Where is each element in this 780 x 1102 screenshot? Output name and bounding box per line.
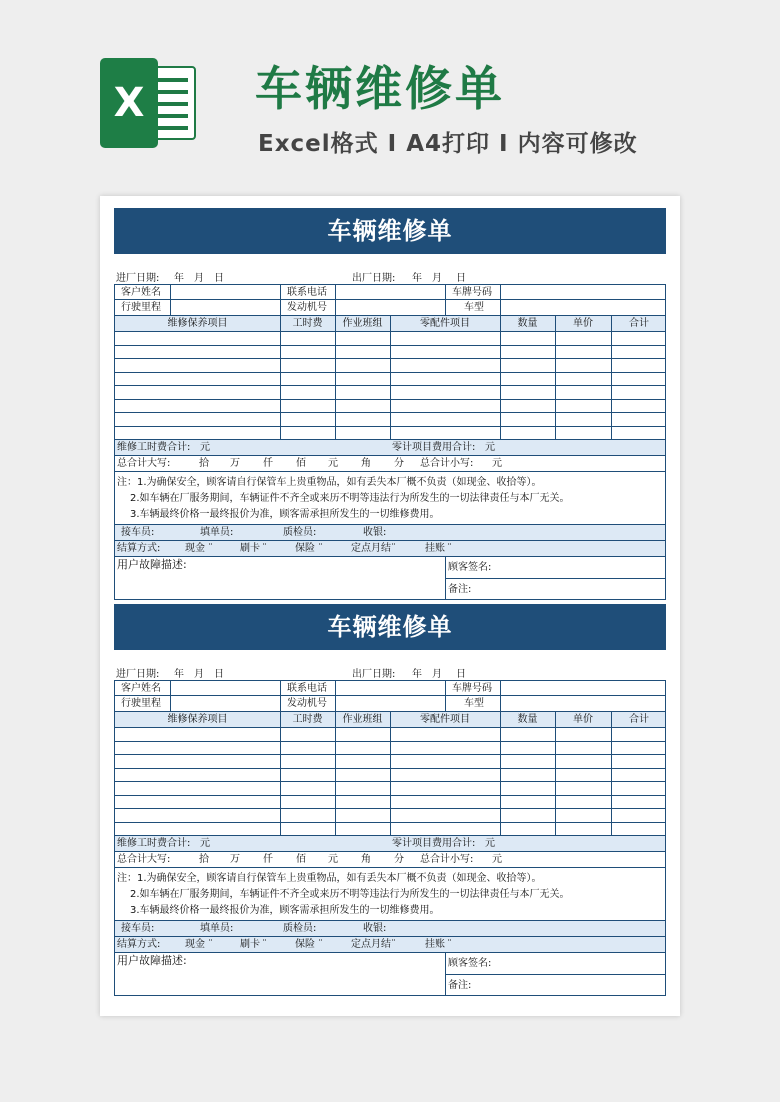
- entry-day: 日: [214, 669, 224, 680]
- exit-year: 年: [412, 669, 422, 680]
- items-header-row: [115, 316, 665, 332]
- pay-cash-checkbox[interactable]: ¨: [208, 543, 213, 554]
- table-row[interactable]: [115, 427, 665, 441]
- unit-shi: 拾: [199, 458, 209, 469]
- car-model-field[interactable]: [501, 300, 666, 315]
- staff-row: [115, 525, 665, 541]
- grand-total-row: [115, 852, 665, 868]
- pay-cash-checkbox[interactable]: ¨: [208, 939, 213, 950]
- plate-label: 车牌号码: [452, 683, 492, 694]
- fault-row: [115, 953, 665, 996]
- exit-day: 日: [456, 273, 466, 284]
- col-total-header: 合计: [629, 714, 649, 725]
- unit-shi: 拾: [199, 854, 209, 865]
- col-price-header: 单价: [573, 318, 593, 329]
- exit-month: 月: [432, 273, 442, 284]
- pay-credit-checkbox[interactable]: ¨: [447, 939, 452, 950]
- pay-monthly-option[interactable]: 定点月结: [351, 543, 391, 554]
- pay-monthly-option[interactable]: 定点月结: [351, 939, 391, 950]
- customer-sign-field[interactable]: 顾客签名:: [448, 562, 492, 573]
- filler-label: 填单员:: [200, 923, 234, 934]
- unit-wan: 万: [230, 854, 240, 865]
- table-row[interactable]: [115, 769, 665, 783]
- parts-total-label: 零计项目费用合计:: [392, 442, 476, 453]
- table-row[interactable]: [115, 742, 665, 756]
- table-row[interactable]: [115, 728, 665, 742]
- page-title: 车辆维修单: [255, 62, 505, 117]
- table-row[interactable]: [115, 796, 665, 810]
- table-row[interactable]: [115, 359, 665, 373]
- receiver-label: 接车员:: [121, 527, 155, 538]
- customer-name-field[interactable]: [171, 681, 280, 695]
- mileage-label: 行驶里程: [121, 698, 161, 709]
- phone-label: 联系电话: [287, 287, 327, 298]
- date-row: [114, 650, 666, 680]
- entry-date-label: 进厂日期:: [116, 273, 160, 284]
- settle-label: 结算方式:: [117, 939, 161, 950]
- pay-insurance-option[interactable]: 保险: [295, 543, 315, 554]
- unit-wan: 万: [230, 458, 240, 469]
- col-qty-header: 数量: [517, 714, 538, 725]
- car-model-field[interactable]: [501, 696, 666, 711]
- customer-row: [115, 680, 665, 696]
- notes-row: [115, 868, 665, 921]
- remarks-field[interactable]: 备注:: [448, 584, 472, 595]
- grand-total-lower-label: 总合计小写:: [420, 854, 474, 865]
- exit-date-label: 出厂日期:: [352, 273, 396, 284]
- settlement-row: [115, 937, 665, 953]
- col-price-header: 单价: [573, 714, 593, 725]
- exit-year: 年: [412, 273, 422, 284]
- customer-name-label: 客户姓名: [121, 287, 161, 298]
- unit-bai: 佰: [296, 458, 306, 469]
- table-row[interactable]: [115, 413, 665, 427]
- header: [0, 0, 780, 190]
- table-row[interactable]: [115, 346, 665, 360]
- grand-total-upper-label: 总合计大写:: [117, 854, 171, 865]
- excel-logo-letter: X: [100, 58, 158, 148]
- unit-yuan: 元: [328, 458, 338, 469]
- mileage-label: 行驶里程: [121, 302, 161, 313]
- cashier-label: 收银:: [363, 527, 387, 538]
- table-row[interactable]: [115, 809, 665, 823]
- table-row[interactable]: [115, 823, 665, 837]
- note-3: 3.车辆最终价格一最终报价为准，顾客需承担所发生的一切维修费用。: [130, 905, 440, 916]
- pay-monthly-checkbox[interactable]: ¨: [391, 939, 396, 950]
- pay-cash-option[interactable]: 现金: [185, 939, 205, 950]
- grand-total-row: [115, 456, 665, 472]
- pay-credit-checkbox[interactable]: ¨: [447, 543, 452, 554]
- pay-credit-option[interactable]: 挂账: [425, 939, 445, 950]
- note-2: 2.如车辆在厂服务期间，车辆证件不齐全或来历不明等违法行为所发生的一切法律责任与本厂无关。: [130, 889, 570, 900]
- unit-qian: 仟: [263, 458, 273, 469]
- customer-sign-field[interactable]: 顾客签名:: [448, 958, 492, 969]
- exit-date-label: 出厂日期:: [352, 669, 396, 680]
- subtotal-row: [115, 440, 665, 456]
- pay-credit-option[interactable]: 挂账: [425, 543, 445, 554]
- car-model-label: 车型: [464, 302, 484, 313]
- vehicle-row: [115, 696, 665, 712]
- pay-card-option[interactable]: 刷卡: [240, 543, 260, 554]
- entry-month: 月: [194, 273, 204, 284]
- car-model-label: 车型: [464, 698, 484, 709]
- a4-sheet: [100, 196, 680, 1016]
- grand-total-upper-label: 总合计大写:: [117, 458, 171, 469]
- grand-total-lower-label: 总合计小写:: [420, 458, 474, 469]
- mileage-field[interactable]: [171, 696, 280, 711]
- repair-form-2: [114, 604, 666, 996]
- col-labor-header: 工时费: [292, 714, 323, 725]
- table-row[interactable]: [115, 373, 665, 387]
- entry-month: 月: [194, 669, 204, 680]
- inspector-label: 质检员:: [283, 923, 317, 934]
- unit-bai: 佰: [296, 854, 306, 865]
- parts-total-label: 零计项目费用合计:: [392, 838, 476, 849]
- subtotal-row: [115, 836, 665, 852]
- entry-year: 年: [174, 273, 184, 284]
- labor-total-unit: 元: [200, 442, 210, 453]
- col-team-header: 作业班组: [342, 714, 383, 725]
- entry-year: 年: [174, 669, 184, 680]
- fault-row: [115, 557, 665, 600]
- parts-total-unit: 元: [485, 838, 495, 849]
- engine-no-label: 发动机号: [287, 698, 327, 709]
- unit-qian: 仟: [263, 854, 273, 865]
- fault-desc-field[interactable]: 用户故障描述:: [117, 954, 187, 967]
- form-grid: [114, 284, 666, 600]
- table-row[interactable]: [115, 332, 665, 346]
- unit-jiao: 角: [361, 854, 371, 865]
- table-row[interactable]: [115, 400, 665, 414]
- engine-no-label: 发动机号: [287, 302, 327, 313]
- parts-total-unit: 元: [485, 442, 495, 453]
- engine-no-field[interactable]: [336, 696, 445, 711]
- col-parts-header: 零配件项目: [420, 714, 470, 725]
- customer-name-field[interactable]: [171, 285, 280, 299]
- col-parts-header: 零配件项目: [420, 318, 470, 329]
- plate-field[interactable]: [501, 285, 666, 299]
- pay-card-checkbox[interactable]: ¨: [262, 939, 267, 950]
- exit-month: 月: [432, 669, 442, 680]
- plate-label: 车牌号码: [452, 287, 492, 298]
- note-1: 注：1.为确保安全，顾客请自行保管车上贵重物品，如有丢失本厂概不负责（如现金、收拾等）。: [117, 477, 542, 488]
- phone-field[interactable]: [336, 681, 445, 695]
- entry-date-label: 进厂日期:: [116, 669, 160, 680]
- phone-field[interactable]: [336, 285, 445, 299]
- mileage-field[interactable]: [171, 300, 280, 315]
- unit-jiao: 角: [361, 458, 371, 469]
- col-item-header: 维修保养项目: [167, 714, 228, 725]
- col-team-header: 作业班组: [342, 318, 383, 329]
- remarks-field[interactable]: 备注:: [448, 980, 472, 991]
- repair-form-1: [114, 208, 666, 600]
- unit-yuan: 元: [328, 854, 338, 865]
- col-total-header: 合计: [629, 318, 649, 329]
- date-row: [114, 254, 666, 284]
- pay-card-checkbox[interactable]: ¨: [262, 543, 267, 554]
- settle-label: 结算方式:: [117, 543, 161, 554]
- excel-icon: [100, 58, 198, 148]
- pay-card-option[interactable]: 刷卡: [240, 939, 260, 950]
- grand-total-lower-unit: 元: [492, 854, 502, 865]
- form-title: 车辆维修单: [114, 208, 666, 254]
- labor-total-label: 维修工时费合计:: [117, 442, 191, 453]
- pay-monthly-checkbox[interactable]: ¨: [391, 543, 396, 554]
- labor-total-label: 维修工时费合计:: [117, 838, 191, 849]
- exit-day: 日: [456, 669, 466, 680]
- unit-fen: 分: [394, 458, 404, 469]
- page-subtitle: Excel格式 I A4打印 I 内容可修改: [258, 131, 638, 157]
- pay-insurance-checkbox[interactable]: ¨: [318, 939, 323, 950]
- form-grid: [114, 680, 666, 996]
- settlement-row: [115, 541, 665, 557]
- notes-row: [115, 472, 665, 525]
- cashier-label: 收银:: [363, 923, 387, 934]
- col-item-header: 维修保养项目: [167, 318, 228, 329]
- table-row[interactable]: [115, 386, 665, 400]
- pay-insurance-option[interactable]: 保险: [295, 939, 315, 950]
- pay-insurance-checkbox[interactable]: ¨: [318, 543, 323, 554]
- staff-row: [115, 921, 665, 937]
- labor-total-unit: 元: [200, 838, 210, 849]
- entry-day: 日: [214, 273, 224, 284]
- filler-label: 填单员:: [200, 527, 234, 538]
- table-row[interactable]: [115, 782, 665, 796]
- engine-no-field[interactable]: [336, 300, 445, 315]
- inspector-label: 质检员:: [283, 527, 317, 538]
- customer-row: [115, 284, 665, 300]
- vehicle-row: [115, 300, 665, 316]
- note-3: 3.车辆最终价格一最终报价为准，顾客需承担所发生的一切维修费用。: [130, 509, 440, 520]
- plate-field[interactable]: [501, 681, 666, 695]
- unit-fen: 分: [394, 854, 404, 865]
- grand-total-lower-unit: 元: [492, 458, 502, 469]
- note-2: 2.如车辆在厂服务期间，车辆证件不齐全或来历不明等违法行为所发生的一切法律责任与本厂无关。: [130, 493, 570, 504]
- receiver-label: 接车员:: [121, 923, 155, 934]
- note-1: 注：1.为确保安全，顾客请自行保管车上贵重物品，如有丢失本厂概不负责（如现金、收拾等）。: [117, 873, 542, 884]
- customer-name-label: 客户姓名: [121, 683, 161, 694]
- form-title: 车辆维修单: [114, 604, 666, 650]
- fault-desc-field[interactable]: 用户故障描述:: [117, 558, 187, 571]
- table-row[interactable]: [115, 755, 665, 769]
- items-header-row: [115, 712, 665, 728]
- col-qty-header: 数量: [517, 318, 538, 329]
- col-labor-header: 工时费: [292, 318, 323, 329]
- pay-cash-option[interactable]: 现金: [185, 543, 205, 554]
- phone-label: 联系电话: [287, 683, 327, 694]
